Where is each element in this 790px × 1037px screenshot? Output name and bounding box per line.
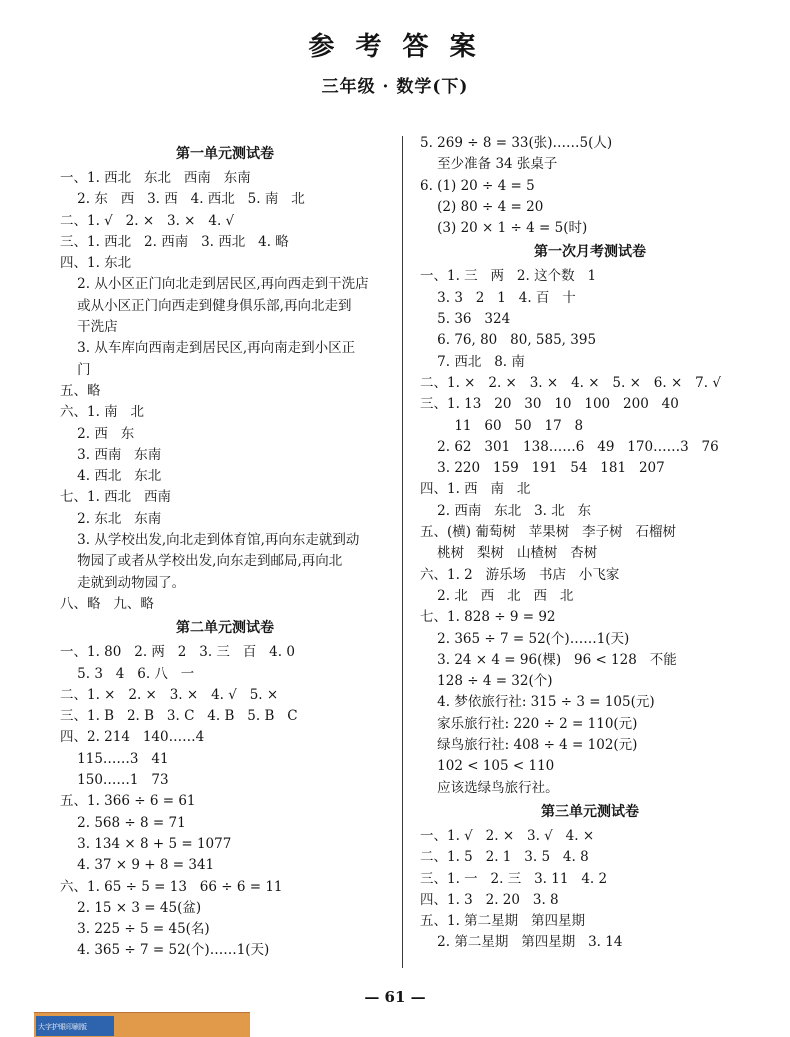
answer-line: 2. 第二星期 第四星期 3. 14	[420, 934, 623, 951]
answer-line: 二、1. 5 2. 1 3. 5 4. 8	[420, 849, 589, 866]
answer-line: 2. 从小区正门向北走到居民区,再向西走到干洗店	[60, 276, 369, 293]
answer-line: 4. 西北 东北	[60, 468, 162, 485]
section-heading: 第三单元测试卷	[541, 803, 639, 820]
page-number: — 61 —	[364, 988, 426, 1006]
answer-line: 二、1. × 2. × 3. × 4. × 5. × 6. × 7. √	[420, 374, 721, 391]
answer-line: 4. 365 ÷ 7 = 52(个)……1(天)	[60, 942, 270, 959]
answer-line: 3. 3 2 1 4. 百 十	[420, 289, 576, 306]
answer-line: 六、1. 2 游乐场 书店 小飞家	[420, 566, 620, 583]
answer-line: 家乐旅行社: 220 ÷ 2 = 110(元)	[420, 715, 638, 732]
answer-line: 3. 从车库向西南走到居民区,再向南走到小区正	[60, 340, 356, 357]
section-heading: 第一单元测试卷	[176, 146, 274, 162]
answer-line: 一、1. 80 2. 两 2 3. 三 百 4. 0	[60, 644, 295, 661]
answer-line: (2) 80 ÷ 4 = 20	[420, 198, 544, 215]
answer-line: 绿鸟旅行社: 408 ÷ 4 = 102(元)	[420, 737, 638, 754]
answer-line: 走就到动物园了。	[60, 574, 186, 591]
answer-line: 150……1 73	[60, 772, 169, 789]
answer-line: 2. 东 西 3. 西 4. 西北 5. 南 北	[60, 191, 305, 208]
answer-line: 三、1. 一 2. 三 3. 11 4. 2	[420, 870, 608, 887]
answer-line: 2. 西 东	[60, 425, 135, 442]
answer-line: 2. 365 ÷ 7 = 52(个)……1(天)	[420, 630, 630, 647]
answer-line: 2. 北 西 北 西 北	[420, 587, 574, 604]
column-divider	[402, 136, 403, 968]
answer-line: (3) 20 × 1 ÷ 4 = 5(时)	[420, 220, 588, 237]
answer-line: 2. 62 301 138……6 49 170……3 76	[420, 438, 719, 455]
answer-line: 八、略 九、略	[60, 595, 154, 612]
answer-line: 四、1. 东北	[60, 255, 132, 272]
answer-line: 五、1. 第二星期 第四星期	[420, 913, 586, 930]
answer-line: 七、1. 西北 西南	[60, 489, 172, 506]
answer-line: 物园了或者从学校出发,向东走到邮局,再向北	[60, 553, 343, 570]
answer-line: 4. 37 × 9 + 8 = 341	[60, 857, 215, 874]
answer-line: 3. 220 159 191 54 181 207	[420, 460, 665, 477]
answer-line: 四、1. 西 南 北	[420, 481, 531, 498]
answer-line: 7. 西北 8. 南	[420, 353, 525, 370]
answer-line: 三、1. 13 20 30 10 100 200 40	[420, 396, 679, 413]
answer-line: 应该选绿鸟旅行社。	[420, 779, 559, 796]
answer-line: 六、1. 65 ÷ 5 = 13 66 ÷ 6 = 11	[60, 878, 283, 895]
book-cover-label: 大字护眼印刷版	[38, 1023, 87, 1031]
answer-line: 六、1. 南 北	[60, 404, 145, 421]
answer-line: 102 < 105 < 110	[420, 758, 555, 775]
answer-line: 或从小区正门向西走到健身俱乐部,再向北走到	[60, 297, 352, 314]
answer-column-right	[420, 133, 760, 954]
answer-line: 三、1. B 2. B 3. C 4. B 5. B C	[60, 708, 298, 725]
answer-line: 一、1. 三 两 2. 这个数 1	[420, 268, 597, 285]
answer-line: 二、1. × 2. × 3. × 4. √ 5. ×	[60, 686, 279, 703]
page-title: 参 考 答 案	[308, 32, 482, 62]
answer-line: 6. 76, 80 80, 585, 395	[420, 332, 597, 349]
answer-line: 4. 梦依旅行社: 315 ÷ 3 = 105(元)	[420, 694, 655, 711]
answer-line: 3. 225 ÷ 5 = 45(名)	[60, 921, 210, 938]
answer-line: 5. 269 ÷ 8 = 33(张)……5(人)	[420, 135, 613, 151]
answer-column-left	[60, 141, 390, 962]
answer-line: 三、1. 西北 2. 西南 3. 西北 4. 略	[60, 233, 289, 250]
answer-line: 五、1. 366 ÷ 6 = 61	[60, 793, 196, 810]
answer-line: 桃树 梨树 山楂树 杏树	[420, 545, 598, 562]
answer-line: 3. 134 × 8 + 5 = 1077	[60, 835, 232, 852]
answer-line: 一、1. √ 2. × 3. √ 4. ×	[420, 827, 595, 844]
answer-line: 128 ÷ 4 = 32(个)	[420, 673, 553, 690]
answer-line: 四、1. 3 2. 20 3. 8	[420, 891, 559, 908]
answer-line: 2. 西南 东北 3. 北 东	[420, 502, 592, 519]
answer-line: 5. 36 324	[420, 311, 511, 328]
answer-line: 七、1. 828 ÷ 9 = 92	[420, 609, 556, 626]
page-subtitle: 三年级 · 数学(下)	[321, 77, 469, 97]
answer-line: 至少准备 34 张桌子	[420, 156, 558, 173]
answer-line: 一、1. 西北 东北 西南 东南	[60, 170, 251, 186]
answer-line: 3. 西南 东南	[60, 446, 162, 463]
answer-line: 11 60 50 17 8	[420, 417, 584, 434]
section-heading: 第二单元测试卷	[176, 620, 274, 637]
answer-line: 四、2. 214 140……4	[60, 729, 205, 746]
answer-line: 2. 568 ÷ 8 = 71	[60, 814, 186, 831]
answer-line: 门	[60, 361, 91, 378]
answer-line: 115……3 41	[60, 750, 169, 767]
answer-line: 2. 15 × 3 = 45(盆)	[60, 899, 202, 916]
answer-line: 2. 东北 东南	[60, 510, 162, 527]
answer-line: 3. 从学校出发,向北走到体育馆,再向东走就到动	[60, 532, 360, 549]
section-heading: 第一次月考测试卷	[534, 244, 646, 261]
answer-line: 二、1. √ 2. × 3. × 4. √	[60, 212, 235, 229]
answer-line: 6. (1) 20 ÷ 4 = 5	[420, 177, 535, 194]
answer-line: 5. 3 4 6. 八 一	[60, 665, 195, 682]
answer-line: 干洗店	[60, 319, 118, 336]
answer-line: 五、略	[60, 382, 101, 399]
answer-line: 五、(横) 葡萄树 苹果树 李子树 石榴树	[420, 524, 676, 541]
answer-line: 3. 24 × 4 = 96(棵) 96 < 128 不能	[420, 651, 677, 668]
